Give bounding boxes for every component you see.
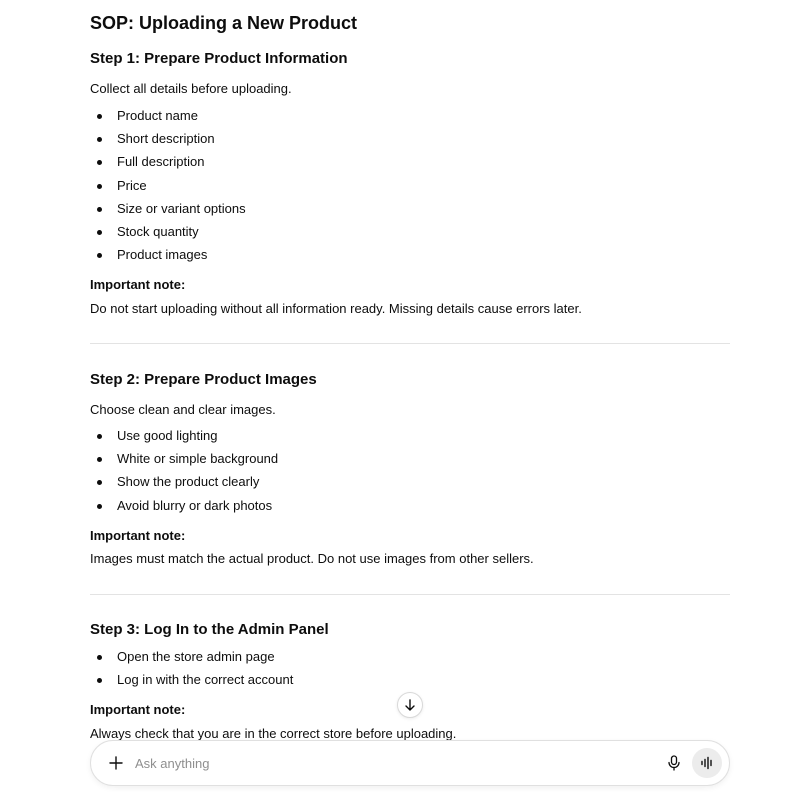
list-item-text: Product name — [117, 108, 198, 123]
step-1-note-label: Important note: — [90, 277, 186, 292]
list-item-text: Price — [117, 177, 147, 193]
step-3-note-label: Important note: — [90, 702, 186, 717]
list-item-text: Stock quantity — [117, 223, 199, 239]
list-item-text: White or simple background — [117, 451, 279, 467]
step-1-title: Step 1: Prepare Product Information — [90, 50, 348, 67]
list-item-text: Show the product clearly — [117, 474, 260, 490]
list-item — [90, 223, 246, 246]
bullet-dot — [97, 253, 102, 258]
microphone-icon — [667, 755, 681, 771]
step-2-title: Step 2: Prepare Product Images — [90, 371, 317, 388]
bullet-dot — [97, 114, 102, 119]
list-item — [90, 130, 246, 153]
section-divider — [90, 594, 730, 595]
scroll-to-bottom-button[interactable] — [397, 692, 423, 718]
prompt-input[interactable] — [135, 753, 635, 773]
voice-mode-icon — [700, 756, 714, 770]
add-attachment-button[interactable] — [105, 752, 127, 774]
step-2-note-text: Images must match the actual product. Do not use images from other sellers. — [90, 551, 534, 566]
arrow-down-icon — [403, 698, 417, 712]
list-item-text: Product images — [117, 247, 208, 263]
step-2-intro: Choose clean and clear images. — [90, 402, 276, 417]
bullet-dot — [97, 207, 102, 212]
list-item — [90, 497, 278, 520]
bullet-dot — [97, 655, 102, 660]
bullet-dot — [97, 480, 102, 485]
bullet-dot — [97, 504, 102, 509]
section-divider — [90, 343, 730, 344]
dictate-button[interactable] — [663, 752, 685, 774]
list-item — [90, 200, 246, 223]
list-item — [90, 473, 278, 496]
step-3-title: Step 3: Log In to the Admin Panel — [90, 621, 329, 638]
bullet-dot — [97, 160, 102, 165]
list-item — [90, 107, 246, 130]
chat-composer — [90, 740, 730, 786]
list-item-text: Open the store admin page — [117, 649, 275, 664]
step-1-list — [90, 107, 246, 269]
list-item — [90, 450, 278, 473]
step-2-note-label: Important note: — [90, 528, 186, 543]
plus-icon — [109, 756, 123, 770]
bullet-dot — [97, 184, 102, 189]
list-item-text: Avoid blurry or dark photos — [117, 497, 273, 513]
list-item-text: Size or variant options — [117, 200, 246, 216]
list-item-text: Short description — [117, 131, 215, 147]
bullet-dot — [97, 434, 102, 439]
list-item — [90, 427, 278, 450]
voice-mode-button[interactable] — [692, 748, 722, 778]
list-item — [90, 177, 246, 200]
list-item — [90, 648, 293, 671]
list-item — [90, 246, 246, 269]
step-3-list — [90, 648, 293, 694]
page-title: SOP: Uploading a New Product — [90, 13, 358, 33]
bullet-dot — [97, 678, 102, 683]
step-1-intro: Collect all details before uploading. — [90, 81, 292, 96]
list-item-text: Use good lighting — [117, 428, 218, 443]
bullet-dot — [97, 457, 102, 462]
list-item — [90, 153, 246, 176]
bullet-dot — [97, 137, 102, 142]
list-item-text: Full description — [117, 154, 205, 170]
list-item — [90, 671, 293, 694]
message-content — [90, 0, 730, 740]
bullet-dot — [97, 230, 102, 235]
step-1-note-text: Do not start uploading without all information ready. Missing details cause errors later. — [90, 301, 582, 316]
step-2-list — [90, 427, 278, 520]
step-3-note-text: Always check that you are in the correct store before uploading. — [90, 726, 457, 740]
list-item-text: Log in with the correct account — [117, 672, 294, 688]
